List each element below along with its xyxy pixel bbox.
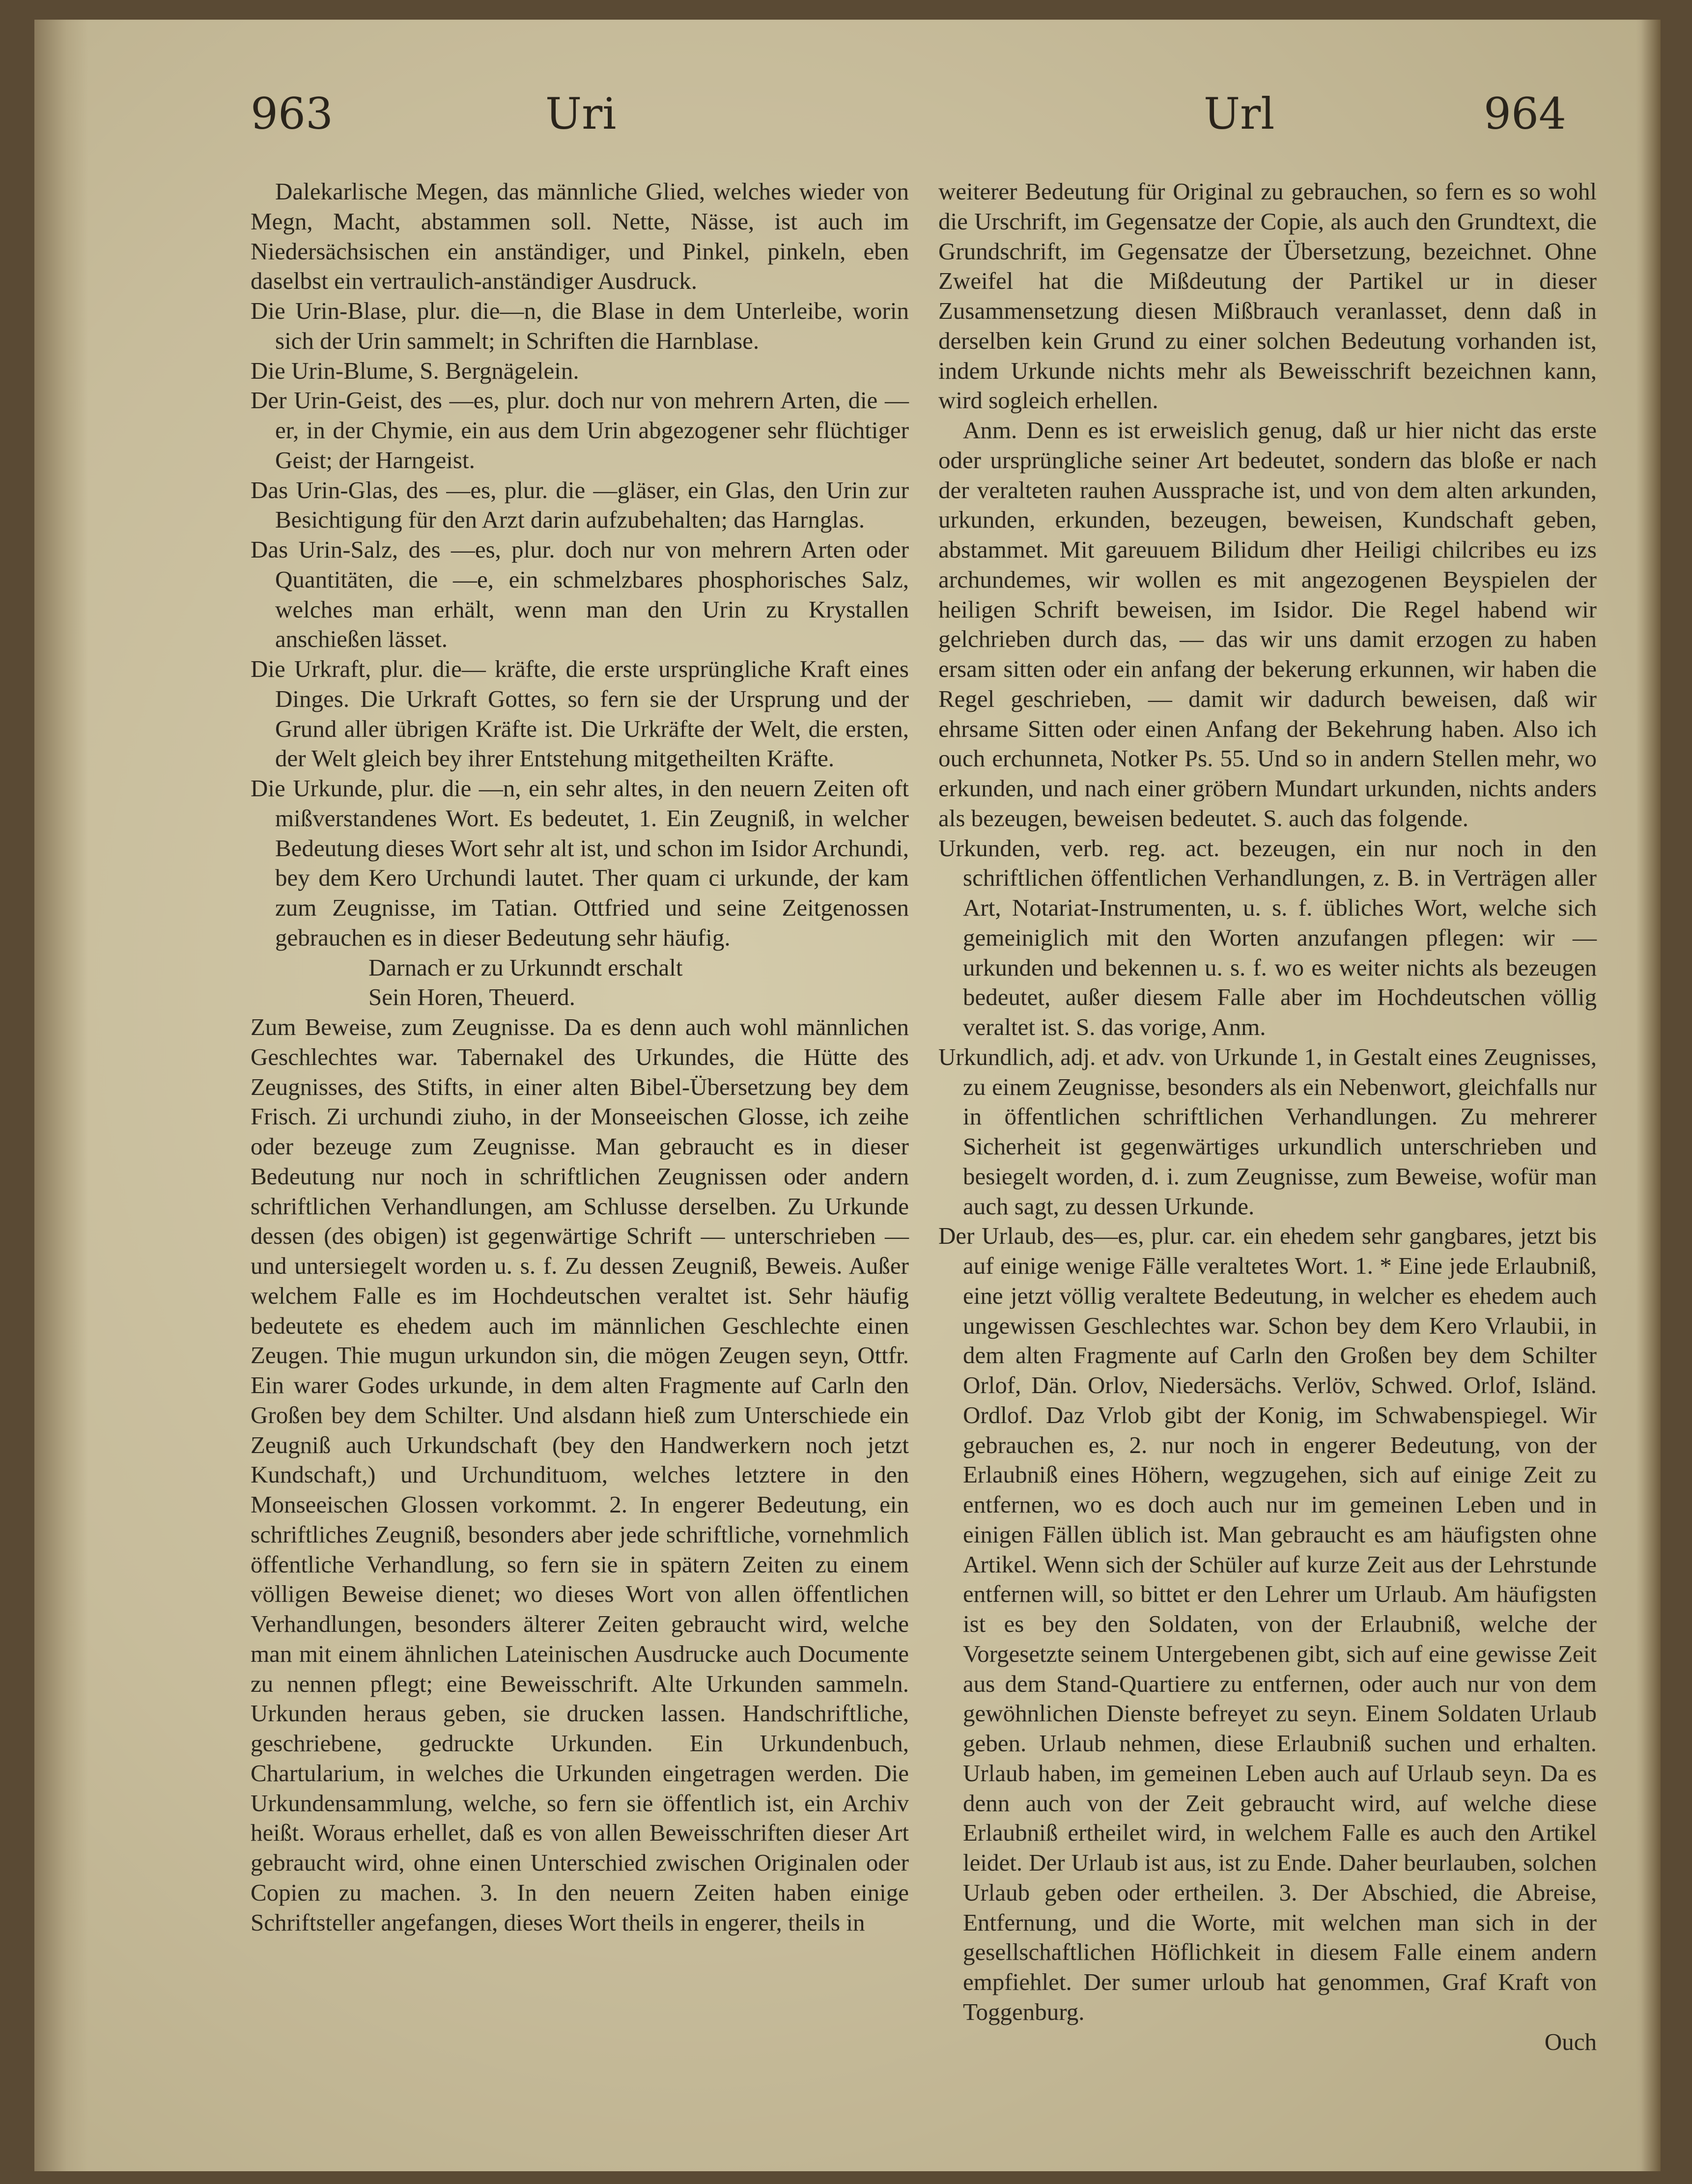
dictionary-entry: Dalekarlische Megen, das männliche Glied, welches wieder von Megn, Macht, abstammen soll. Nette, Nässe, ist auch im Niedersächsischen ein anständiger, und Pinkel, pinkeln, eben daselbst ein vertraulich-anständiger Ausdruck. bbox=[251, 178, 909, 295]
page-edge-shadow bbox=[1636, 20, 1661, 2171]
right-running-head: Url bbox=[1204, 88, 1275, 139]
dictionary-entry: Die Urkunde, plur. die —n, ein sehr altes, in den neuern Zeiten oft mißverstandenes Wort. Es bedeutet, 1. Ein Zeugniß, in welcher Bedeutung dieses Wort sehr alt ist, und schon im Isidor Archundi, bey dem Kero Urchundi lautet. Ther quam ci urkunde, der kam zum Zeugnisse, im Tatian. Ottfried und seine Zeitgenossen gebrauchen es in dieser Bedeutung sehr häufig. bbox=[251, 775, 909, 951]
dictionary-entry: Anm. Denn es ist erweislich genug, daß ur hier nicht das erste oder ursprüngliche seiner Art bedeutet, sondern das bloße er nach der veralteten rauhen Aussprache ist, und von dem alten arkunden, urkunden, erkunden, bezeugen, beweisen, Kundschaft geben, abstammet. Mit gareuuem Bilidum dher Heiligi chilcribes eu izs archundemes, wir wollen es mit angezogenen Beyspielen der heiligen Schrift beweisen, im Isidor. Die Regel habend wir gelchrieben durch das, — das wir uns damit erzogen zu haben ersam sitten oder ein anfang der bekerung erkunnen, wir haben die Regel geschrieben, — damit wir dadurch beweisen, daß wir ehrsame Sitten oder einen Anfang der Bekehrung haben. Also ich ouch erchunneta, Notker Ps. 55. Und so in andern Stellen mehr, wo erkunden, und nach einer gröbern Mundart urkunden, nichts anders als bezeugen, beweisen bedeutet. S. auch das folgende. bbox=[938, 417, 1597, 832]
dictionary-entry: Die Urin-Blume, S. Bergnägelein. bbox=[251, 357, 579, 384]
left-page-number: 963 bbox=[251, 88, 333, 139]
dictionary-entry: Sein Horen, Theuerd. bbox=[368, 983, 575, 1011]
dictionary-entry: Urkundlich, adj. et adv. von Urkunde 1, in Gestalt eines Zeugnisses, zu einem Zeugnisse, besonders als ein Nebenwort, gleichfalls nur in öffentlichen schriftlichen Verhandlungen. Zu mehrerer Sicherheit ist gegenwärtiges urkundlich unterschrieben und besiegelt worden, d. i. zum Zeugnisse, zum Beweise, wofür man auch sagt, zu dessen Urkunde. bbox=[938, 1043, 1597, 1220]
left-running-head: Uri bbox=[545, 88, 617, 139]
dictionary-entry: Der Urlaub, des—es, plur. car. ein ehedem sehr gangbares, jetzt bis auf einige wenige Fälle veraltetes Wort. 1. * Eine jede Erlaubniß, eine jetzt völlig veraltete Bedeutung, in welcher es ehedem auch ungewissen Geschlechtes war. Schon bey dem Kero Vrlaubii, in dem alten Fragmente auf Carln den Großen bey dem Schilter Orlof, Dän. Orlov, Niedersächs. Verlöv, Schwed. Orlof, Isländ. Ordlof. Daz Vrlob gibt der Konig, im Schwabenspiegel. Wir gebrauchen es, 2. nur noch in engerer Bedeutung, von der Erlaubniß eines Höhern, wegzugehen, sich auf einige Zeit zu entfernen, wo es doch auch nur im gemeinen Leben und in einigen Fällen üblich ist. Man gebraucht es am häufigsten ohne Artikel. Wenn sich der Schüler auf kurze Zeit aus der Lehrstunde entfernen will, so bittet er den Lehrer um Urlaub. Am häufigsten ist es bey den Soldaten, von der Erlaubniß, welche der Vorgesetzte seinem Untergebenen gibt, sich auf eine gewisse Zeit aus dem Stand-Quartiere zu entfernen, oder auch nur von dem gewöhnlichen Dienste befreyet zu seyn. Einem Soldaten Urlaub geben. Urlaub nehmen, diese Erlaubniß suchen und erhalten. Urlaub haben, im gemeinen Leben auch auf Urlaub seyn. Da es denn auch von der Zeit gebraucht wird, auf welche diese Erlaubniß ertheilet wird, in welchem Falle es auch den Artikel leidet. Der Urlaub ist aus, ist zu Ende. Daher beurlauben, solchen Urlaub geben oder ertheilen. 3. Der Abschied, die Abreise, Entfernung, und die Worte, mit welchen man sich in der gesellschaftlichen Höflichkeit in diesem Falle einem andern empfiehlet. Der sumer urloub hat genommen, Graf Kraft von Toggenburg. bbox=[938, 1222, 1597, 2025]
left-column bbox=[251, 177, 909, 1937]
right-page-number: 964 bbox=[1484, 88, 1566, 139]
dictionary-entry: Die Urin-Blase, plur. die—n, die Blase in dem Unterleibe, worin sich der Urin sammelt; in Schriften die Harnblase. bbox=[251, 297, 909, 354]
right-column bbox=[938, 177, 1597, 2057]
dictionary-entry: Zum Beweise, zum Zeugnisse. Da es denn auch wohl männlichen Geschlechtes war. Tabernakel des Urkundes, die Hütte des Zeugnisses, des Stifts, in einer alten Bibel-Übersetzung bey dem Frisch. Zi urchundi ziuho, in der Monseeischen Glosse, ich zeihe oder bezeuge zum Zeugnisse. Man gebraucht es in dieser Bedeutung nur noch in schriftlichen Zeugnissen oder andern schriftlichen Verhandlungen, am Schlusse derselben. Zu Urkunde dessen (des obigen) ist gegenwärtige Schrift — unterschrieben — und untersiegelt worden u. s. f. Zu dessen Zeugniß, Beweis. Außer welchem Falle es im Hochdeutschen veraltet ist. Sehr häufig bedeutete es ehedem auch im männlichen Geschlechte einen Zeugen. Thie mugun urkundon sin, die mögen Zeugen seyn, Ottfr. Ein warer Godes urkunde, in dem alten Fragmente auf Carln den Großen bey dem Schilter. Und alsdann hieß zum Unterschiede ein Zeugniß auch Urkundschaft (bey den Handwerkern noch jetzt Kundschaft,) und Urchundituom, welches letztere in den Monseeischen Glossen vorkommt. 2. In engerer Bedeutung, ein schriftliches Zeugniß, besonders aber jede schriftliche, vornehmlich öffentliche Verhandlung, so fern sie in spätern Zeiten zu einem völligen Beweise dienet; wo dieses Wort von allen öffentlichen Verhandlungen, besonders älterer Zeiten gebraucht wird, welche man mit einem ähnlichen Lateinischen Ausdrucke auch Documente zu nennen pflegt; eine Beweisschrift. Alte Urkunden sammeln. Urkunden heraus geben, sie drucken lassen. Handschriftliche, geschriebene, gedruckte Urkunden. Ein Urkundenbuch, Chartularium, in welches die Urkunden eingetragen werden. Die Urkundensammlung, welche, so fern sie öffentlich ist, ein Archiv heißt. Woraus erhellet, daß es von allen Beweisschriften dieser Art gebraucht wird, ohne einen Unterschied zwischen Originalen oder Copien zu machen. 3. In den neuern Zeiten haben einige Schriftsteller angefangen, dieses Wort theils in engerer, theils in bbox=[251, 1013, 909, 1936]
book-spine-shadow bbox=[34, 20, 88, 2171]
dictionary-entry: Ouch bbox=[1544, 2028, 1597, 2055]
dictionary-entry: Das Urin-Glas, des —es, plur. die —gläser, ein Glas, den Urin zur Besichtigung für den Arzt darin aufzubehalten; das Harnglas. bbox=[251, 476, 909, 533]
dictionary-entry: Darnach er zu Urkunndt erschalt bbox=[368, 953, 683, 981]
dictionary-entry: Das Urin-Salz, des —es, plur. doch nur von mehrern Arten oder Quantitäten, die —e, ein schmelzbares phosphorisches Salz, welches man erhält, wenn man den Urin zu Krystallen anschießen lässet. bbox=[251, 536, 909, 653]
book-page bbox=[34, 20, 1661, 2171]
dictionary-entry: Die Urkraft, plur. die— kräfte, die erste ursprüngliche Kraft eines Dinges. Die Urkraft Gottes, so fern sie der Ursprung und der Grund aller übrigen Kräfte ist. Die Urkräfte der Welt, die ersten, der Welt gleich bey ihrer Entstehung mitgetheilten Kräfte. bbox=[251, 655, 909, 772]
dictionary-entry: Der Urin-Geist, des —es, plur. doch nur von mehrern Arten, die —er, in der Chymie, ein aus dem Urin abgezogener sehr flüchtiger Geist; der Harngeist. bbox=[251, 387, 909, 474]
dictionary-entry: weiterer Bedeutung für Original zu gebrauchen, so fern es so wohl die Urschrift, im Gegensatze der Copie, als auch den Grundtext, die Grundschrift, im Gegensatze der Übersetzung, bezeichnet. Ohne Zweifel hat die Mißdeutung der Partikel ur in dieser Zusammensetzung diesen Mißbrauch veranlasset, denn daß in derselben kein Grund zu einer solchen Bedeutung vorhanden ist, indem Urkunde nichts mehr als Beweisschrift bezeichnen kann, wird sogleich erhellen. bbox=[938, 178, 1597, 414]
dictionary-entry: Urkunden, verb. reg. act. bezeugen, ein nur noch in den schriftlichen öffentlichen Verhandlungen, z. B. in Verträgen aller Art, Notariat-Instrumenten, u. s. f. übliches Wort, welche sich gemeiniglich mit den Worten anzufangen pflegen: wir — urkunden und bekennen u. s. f. wo es weiter nichts als bezeugen bedeutet, außer diesem Falle aber im Hochdeutschen völlig veraltet ist. S. das vorige, Anm. bbox=[938, 834, 1597, 1040]
